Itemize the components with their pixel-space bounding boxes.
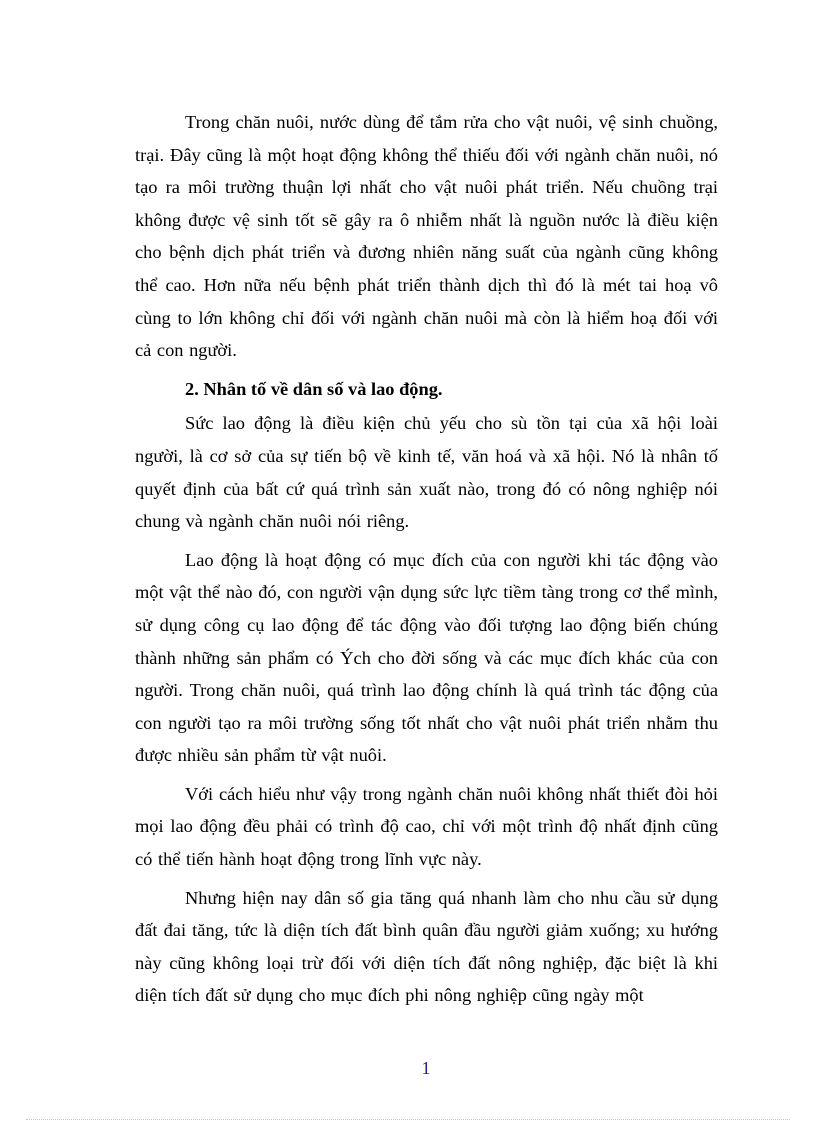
document-body	[135, 106, 718, 1012]
footer-divider	[26, 1119, 790, 1120]
paragraph-skill-requirement: Với cách hiểu như vậy trong ngành chăn nuôi không nhất thiết đòi hỏi mọi lao động đều phải có trình độ cao, chỉ với một trình độ nhất định cũng có thể tiến hành hoạt động trong lĩnh vực này.	[135, 783, 718, 870]
paragraph-population-growth: Nhưng hiện nay dân số gia tăng quá nhanh làm cho nhu cầu sử dụng đất đai tăng, tức là diện tích đất bình quân đầu người giảm xuống; xu hướng này cũng không loại trừ đối với diện tích đất nông nghiệp, đặc biệt là khi diện tích đất sử dụng cho mục đích phi nông nghiệp cũng ngày một	[135, 887, 718, 1006]
page-number: 1	[421, 1058, 431, 1078]
paragraph-labor-definition: Lao động là hoạt động có mục đích của con người khi tác động vào một vật thể nào đó, con người vận dụng sức lực tiềm tàng trong cơ thể mình, sử dụng công cụ lao động để tác động vào đối tượng lao động biến chúng thành những sản phẩm có Ých cho đời sống và các mục đích khác của con người. Trong chăn nuôi, quá trình lao động chính là quá trình tác động của con người tạo ra môi trường sống tốt nhất cho vật nuôi phát triển nhằm thu được nhiều sản phẩm từ vật nuôi.	[135, 549, 718, 766]
paragraph-water-hygiene: Trong chăn nuôi, nước dùng để tắm rửa cho vật nuôi, vệ sinh chuồng, trại. Đây cũng là một hoạt động không thể thiếu đối với ngành chăn nuôi, nó tạo ra môi trường thuận lợi nhất cho vật nuôi phát triển. Nếu chuồng trại không được vệ sinh tốt sẽ gây ra ô nhiễm nhất là nguồn nước là điều kiện cho bệnh dịch phát triển và đương nhiên năng suất của ngành cũng không thể cao. Hơn nữa nếu bệnh phát triển thành dịch thì đó là mét tai hoạ vô cùng to lớn không chỉ đối với ngành chăn nuôi mà còn là hiểm hoạ đối với cả con người.	[135, 112, 718, 361]
section-heading: 2. Nhân tố về dân số và lao động.	[185, 378, 443, 399]
paragraph-labor-force: Sức lao động là điều kiện chủ yếu cho sù tồn tại của xã hội loài người, là cơ sở của sự tiến bộ về kinh tế, văn hoá và xã hội. Nó là nhân tố quyết định của bất cứ quá trình sản xuất nào, trong đó có nông nghiệp nói chung và ngành chăn nuôi nói riêng.	[135, 413, 718, 532]
